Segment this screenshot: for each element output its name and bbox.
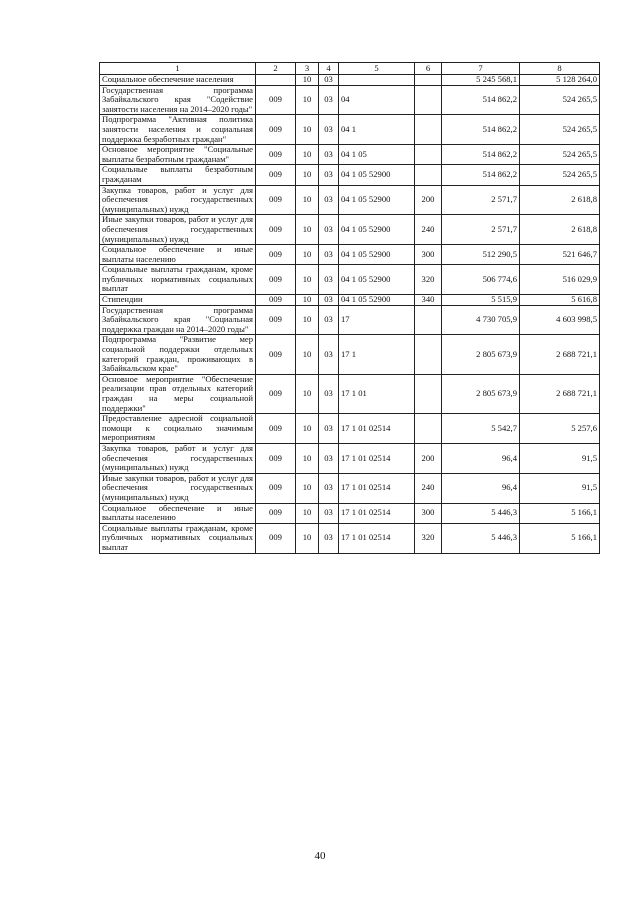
column-header: 3 xyxy=(296,63,319,75)
subsection-code: 03 xyxy=(319,85,339,115)
expense-type-code xyxy=(415,305,442,335)
row-description: Социальное обеспечение населения xyxy=(100,75,256,86)
section-code: 10 xyxy=(296,245,319,265)
column-header: 4 xyxy=(319,63,339,75)
section-code: 10 xyxy=(296,443,319,473)
page-number: 40 xyxy=(314,850,326,862)
section-code: 10 xyxy=(296,414,319,444)
amount-col7: 5 542,7 xyxy=(442,414,520,444)
admin-code: 009 xyxy=(256,245,296,265)
amount-col7: 514 862,2 xyxy=(442,145,520,165)
admin-code: 009 xyxy=(256,305,296,335)
amount-col8: 524 265,5 xyxy=(520,165,600,185)
table-row xyxy=(100,414,600,444)
row-description: Подпрограмма "Активная политика занятости населения и социальная поддержка безработных граждан" xyxy=(100,115,256,145)
subsection-code: 03 xyxy=(319,245,339,265)
amount-col7: 2 571,7 xyxy=(442,215,520,245)
target-article-code: 17 1 01 02514 xyxy=(339,443,415,473)
row-description: Государственная программа Забайкальского края "Содействие занятости населения на 2014–2020 годы" xyxy=(100,85,256,115)
admin-code: 009 xyxy=(256,295,296,306)
row-description: Иные закупки товаров, работ и услуг для обеспечения государственных (муниципальных) нужд xyxy=(100,215,256,245)
table-row xyxy=(100,295,600,306)
admin-code: 009 xyxy=(256,414,296,444)
expense-type-code xyxy=(415,414,442,444)
subsection-code: 03 xyxy=(319,523,339,553)
target-article-code: 04 1 05 52900 xyxy=(339,165,415,185)
subsection-code: 03 xyxy=(319,443,339,473)
amount-col7: 2 805 673,9 xyxy=(442,335,520,374)
table-row xyxy=(100,265,600,295)
subsection-code: 03 xyxy=(319,503,339,523)
target-article-code: 04 1 05 52900 xyxy=(339,185,415,215)
section-code: 10 xyxy=(296,115,319,145)
amount-col7: 5 515,9 xyxy=(442,295,520,306)
admin-code: 009 xyxy=(256,374,296,413)
expense-type-code: 200 xyxy=(415,185,442,215)
row-description: Социальные выплаты гражданам, кроме публичных нормативных социальных выплат xyxy=(100,523,256,553)
section-code: 10 xyxy=(296,75,319,86)
amount-col8: 5 257,6 xyxy=(520,414,600,444)
row-description: Закупка товаров, работ и услуг для обеспечения государственных (муниципальных) нужд xyxy=(100,185,256,215)
admin-code: 009 xyxy=(256,115,296,145)
row-description: Социальное обеспечение и иные выплаты населению xyxy=(100,245,256,265)
subsection-code: 03 xyxy=(319,145,339,165)
amount-col7: 514 862,2 xyxy=(442,85,520,115)
amount-col8: 521 646,7 xyxy=(520,245,600,265)
expense-type-code xyxy=(415,145,442,165)
admin-code: 009 xyxy=(256,85,296,115)
expense-type-code xyxy=(415,165,442,185)
expense-type-code xyxy=(415,374,442,413)
row-description: Социальные выплаты безработным гражданам xyxy=(100,165,256,185)
row-description: Государственная программа Забайкальского края "Социальная поддержка граждан на 2014–2020 годы" xyxy=(100,305,256,335)
section-code: 10 xyxy=(296,305,319,335)
amount-col8: 5 616,8 xyxy=(520,295,600,306)
subsection-code: 03 xyxy=(319,215,339,245)
subsection-code: 03 xyxy=(319,305,339,335)
section-code: 10 xyxy=(296,473,319,503)
expense-type-code: 320 xyxy=(415,265,442,295)
admin-code: 009 xyxy=(256,443,296,473)
amount-col8: 524 265,5 xyxy=(520,115,600,145)
subsection-code: 03 xyxy=(319,185,339,215)
subsection-code: 03 xyxy=(319,473,339,503)
expense-type-code xyxy=(415,115,442,145)
table-row xyxy=(100,115,600,145)
subsection-code: 03 xyxy=(319,335,339,374)
section-code: 10 xyxy=(296,523,319,553)
column-header: 6 xyxy=(415,63,442,75)
section-code: 10 xyxy=(296,265,319,295)
admin-code: 009 xyxy=(256,473,296,503)
target-article-code: 04 1 05 52900 xyxy=(339,265,415,295)
amount-col7: 514 862,2 xyxy=(442,165,520,185)
table-row xyxy=(100,374,600,413)
expense-type-code: 320 xyxy=(415,523,442,553)
target-article-code: 17 1 01 02514 xyxy=(339,503,415,523)
amount-col8: 5 166,1 xyxy=(520,523,600,553)
table-row xyxy=(100,215,600,245)
row-description: Закупка товаров, работ и услуг для обеспечения государственных (муниципальных) нужд xyxy=(100,443,256,473)
amount-col8: 91,5 xyxy=(520,443,600,473)
target-article-code: 04 xyxy=(339,85,415,115)
subsection-code: 03 xyxy=(319,75,339,86)
column-header: 5 xyxy=(339,63,415,75)
target-article-code: 04 1 xyxy=(339,115,415,145)
table-row xyxy=(100,165,600,185)
amount-col8: 4 603 998,5 xyxy=(520,305,600,335)
amount-col7: 2 805 673,9 xyxy=(442,374,520,413)
column-header: 2 xyxy=(256,63,296,75)
expense-type-code: 340 xyxy=(415,295,442,306)
row-description: Предоставление адресной социальной помощи к социально значимым мероприятиям xyxy=(100,414,256,444)
target-article-code: 17 1 01 02514 xyxy=(339,523,415,553)
section-code: 10 xyxy=(296,374,319,413)
expense-type-code: 240 xyxy=(415,473,442,503)
amount-col7: 512 290,5 xyxy=(442,245,520,265)
amount-col7: 96,4 xyxy=(442,473,520,503)
amount-col8: 524 265,5 xyxy=(520,145,600,165)
admin-code: 009 xyxy=(256,165,296,185)
amount-col7: 5 245 568,1 xyxy=(442,75,520,86)
row-description: Социальные выплаты гражданам, кроме публичных нормативных социальных выплат xyxy=(100,265,256,295)
target-article-code: 04 1 05 52900 xyxy=(339,215,415,245)
amount-col8: 2 688 721,1 xyxy=(520,335,600,374)
amount-col7: 2 571,7 xyxy=(442,185,520,215)
amount-col7: 5 446,3 xyxy=(442,523,520,553)
expense-type-code: 240 xyxy=(415,215,442,245)
target-article-code: 04 1 05 xyxy=(339,145,415,165)
table-row xyxy=(100,245,600,265)
target-article-code: 17 1 01 xyxy=(339,374,415,413)
amount-col8: 5 166,1 xyxy=(520,503,600,523)
table-row xyxy=(100,145,600,165)
table-header-row xyxy=(100,63,600,75)
table-row xyxy=(100,185,600,215)
target-article-code: 17 1 xyxy=(339,335,415,374)
row-description: Социальное обеспечение и иные выплаты населению xyxy=(100,503,256,523)
amount-col8: 516 029,9 xyxy=(520,265,600,295)
column-header: 8 xyxy=(520,63,600,75)
target-article-code: 17 1 01 02514 xyxy=(339,414,415,444)
section-code: 10 xyxy=(296,215,319,245)
target-article-code xyxy=(339,75,415,86)
table-row xyxy=(100,523,600,553)
subsection-code: 03 xyxy=(319,265,339,295)
table-body xyxy=(100,75,600,554)
amount-col7: 96,4 xyxy=(442,443,520,473)
subsection-code: 03 xyxy=(319,165,339,185)
admin-code: 009 xyxy=(256,523,296,553)
amount-col8: 2 618,8 xyxy=(520,215,600,245)
table-row xyxy=(100,335,600,374)
section-code: 10 xyxy=(296,185,319,215)
table-row xyxy=(100,503,600,523)
section-code: 10 xyxy=(296,165,319,185)
expense-type-code: 200 xyxy=(415,443,442,473)
amount-col7: 4 730 705,9 xyxy=(442,305,520,335)
subsection-code: 03 xyxy=(319,414,339,444)
amount-col7: 506 774,6 xyxy=(442,265,520,295)
column-header: 7 xyxy=(442,63,520,75)
expense-type-code xyxy=(415,85,442,115)
amount-col8: 5 128 264,0 xyxy=(520,75,600,86)
admin-code: 009 xyxy=(256,215,296,245)
subsection-code: 03 xyxy=(319,374,339,413)
amount-col8: 2 618,8 xyxy=(520,185,600,215)
admin-code xyxy=(256,75,296,86)
section-code: 10 xyxy=(296,335,319,374)
budget-table xyxy=(99,62,600,554)
expense-type-code: 300 xyxy=(415,503,442,523)
target-article-code: 17 1 01 02514 xyxy=(339,473,415,503)
table-row xyxy=(100,305,600,335)
amount-col8: 524 265,5 xyxy=(520,85,600,115)
expense-type-code xyxy=(415,335,442,374)
section-code: 10 xyxy=(296,295,319,306)
table-row xyxy=(100,473,600,503)
section-code: 10 xyxy=(296,503,319,523)
section-code: 10 xyxy=(296,85,319,115)
subsection-code: 03 xyxy=(319,115,339,145)
admin-code: 009 xyxy=(256,335,296,374)
admin-code: 009 xyxy=(256,503,296,523)
amount-col8: 2 688 721,1 xyxy=(520,374,600,413)
admin-code: 009 xyxy=(256,265,296,295)
subsection-code: 03 xyxy=(319,295,339,306)
admin-code: 009 xyxy=(256,185,296,215)
column-header: 1 xyxy=(100,63,256,75)
target-article-code: 04 1 05 52900 xyxy=(339,245,415,265)
table-row xyxy=(100,85,600,115)
expense-type-code xyxy=(415,75,442,86)
admin-code: 009 xyxy=(256,145,296,165)
row-description: Стипендии xyxy=(100,295,256,306)
amount-col8: 91,5 xyxy=(520,473,600,503)
amount-col7: 5 446,3 xyxy=(442,503,520,523)
row-description: Основное мероприятие "Обеспечение реализации прав отдельных категорий граждан на меры социальной поддержки" xyxy=(100,374,256,413)
table-row xyxy=(100,443,600,473)
target-article-code: 04 1 05 52900 xyxy=(339,295,415,306)
section-code: 10 xyxy=(296,145,319,165)
table-row xyxy=(100,75,600,86)
amount-col7: 514 862,2 xyxy=(442,115,520,145)
row-description: Подпрограмма "Развитие мер социальной поддержки отдельных категорий граждан, проживающих в Забайкальском крае" xyxy=(100,335,256,374)
expense-type-code: 300 xyxy=(415,245,442,265)
row-description: Иные закупки товаров, работ и услуг для обеспечения государственных (муниципальных) нужд xyxy=(100,473,256,503)
target-article-code: 17 xyxy=(339,305,415,335)
row-description: Основное мероприятие "Социальные выплаты безработным гражданам" xyxy=(100,145,256,165)
